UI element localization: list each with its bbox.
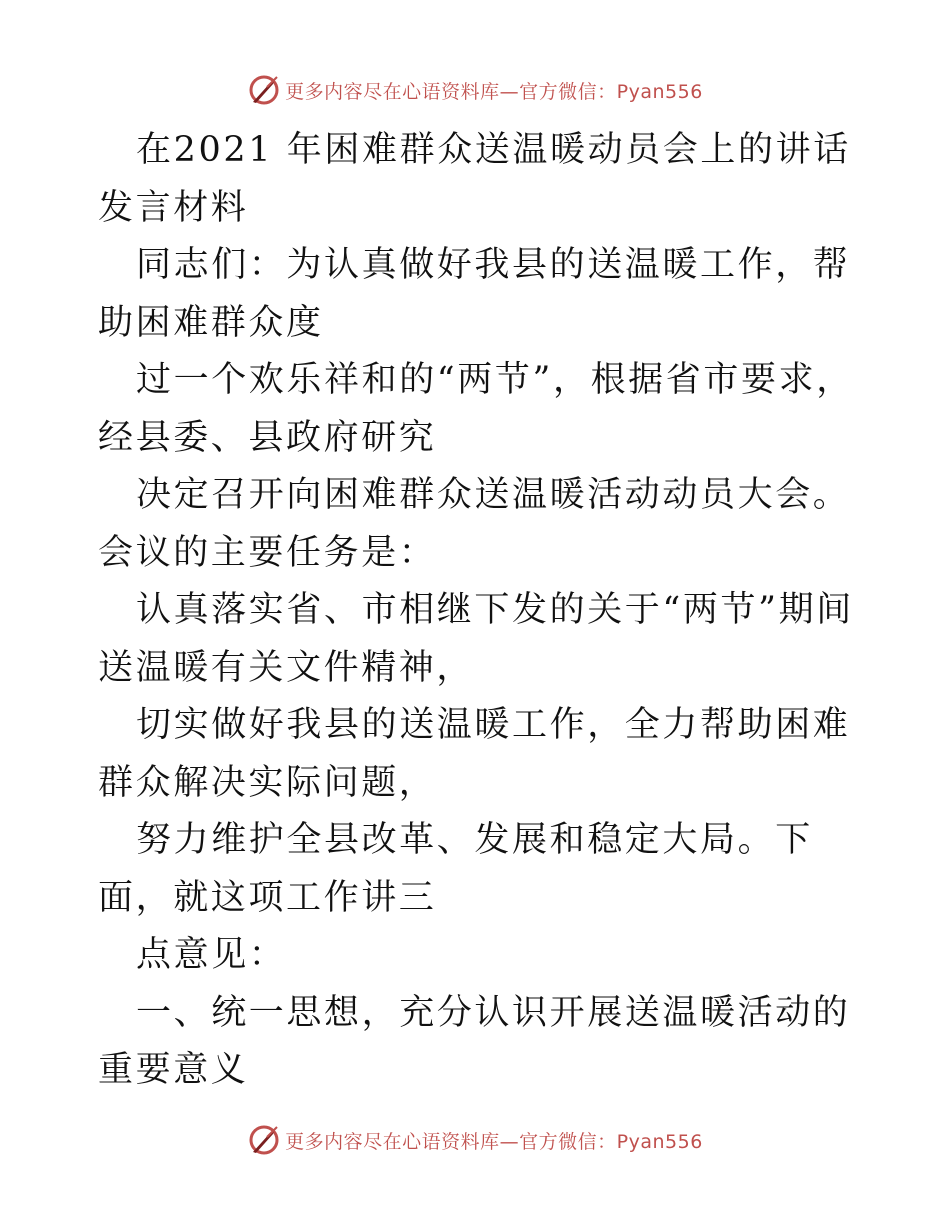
paragraph: 认真落实省、市相继下发的关于“两节”期间送温暖有关文件精神， (98, 590, 854, 688)
paragraph: 过一个欢乐祥和的“两节”，根据省市要求，经县委、县政府研究 (98, 360, 854, 458)
document-body (98, 122, 858, 1100)
paragraph: 切实做好我县的送温暖工作，全力帮助困难群众解决实际问题， (98, 705, 851, 803)
footer-banner-text: 更多内容尽在心语资料库—官方微信：Pyan556 (285, 1130, 703, 1153)
header-banner-text: 更多内容尽在心语资料库—官方微信：Pyan556 (285, 80, 703, 103)
section-heading: 一、统一思想，充分认识开展送温暖活动的重要意义 (98, 992, 851, 1090)
paragraph: 同志们：为认真做好我县的送温暖工作，帮助困难群众度 (98, 245, 851, 343)
quill-pen-icon (247, 1123, 281, 1157)
footer-banner-content (247, 1123, 703, 1157)
document-title: 在2021 年困难群众送温暖动员会上的讲话发言材料 (98, 130, 851, 228)
paragraph: 努力维护全县改革、发展和稳定大局。下面，就这项工作讲三 (98, 820, 813, 918)
paragraph: 决定召开向困难群众送温暖活动动员大会。会议的主要任务是： (98, 475, 851, 573)
header-banner (0, 70, 950, 110)
quill-pen-icon (247, 73, 281, 107)
footer-banner (0, 1120, 950, 1160)
header-banner-content (247, 73, 703, 107)
paragraph: 点意见： (136, 935, 287, 975)
